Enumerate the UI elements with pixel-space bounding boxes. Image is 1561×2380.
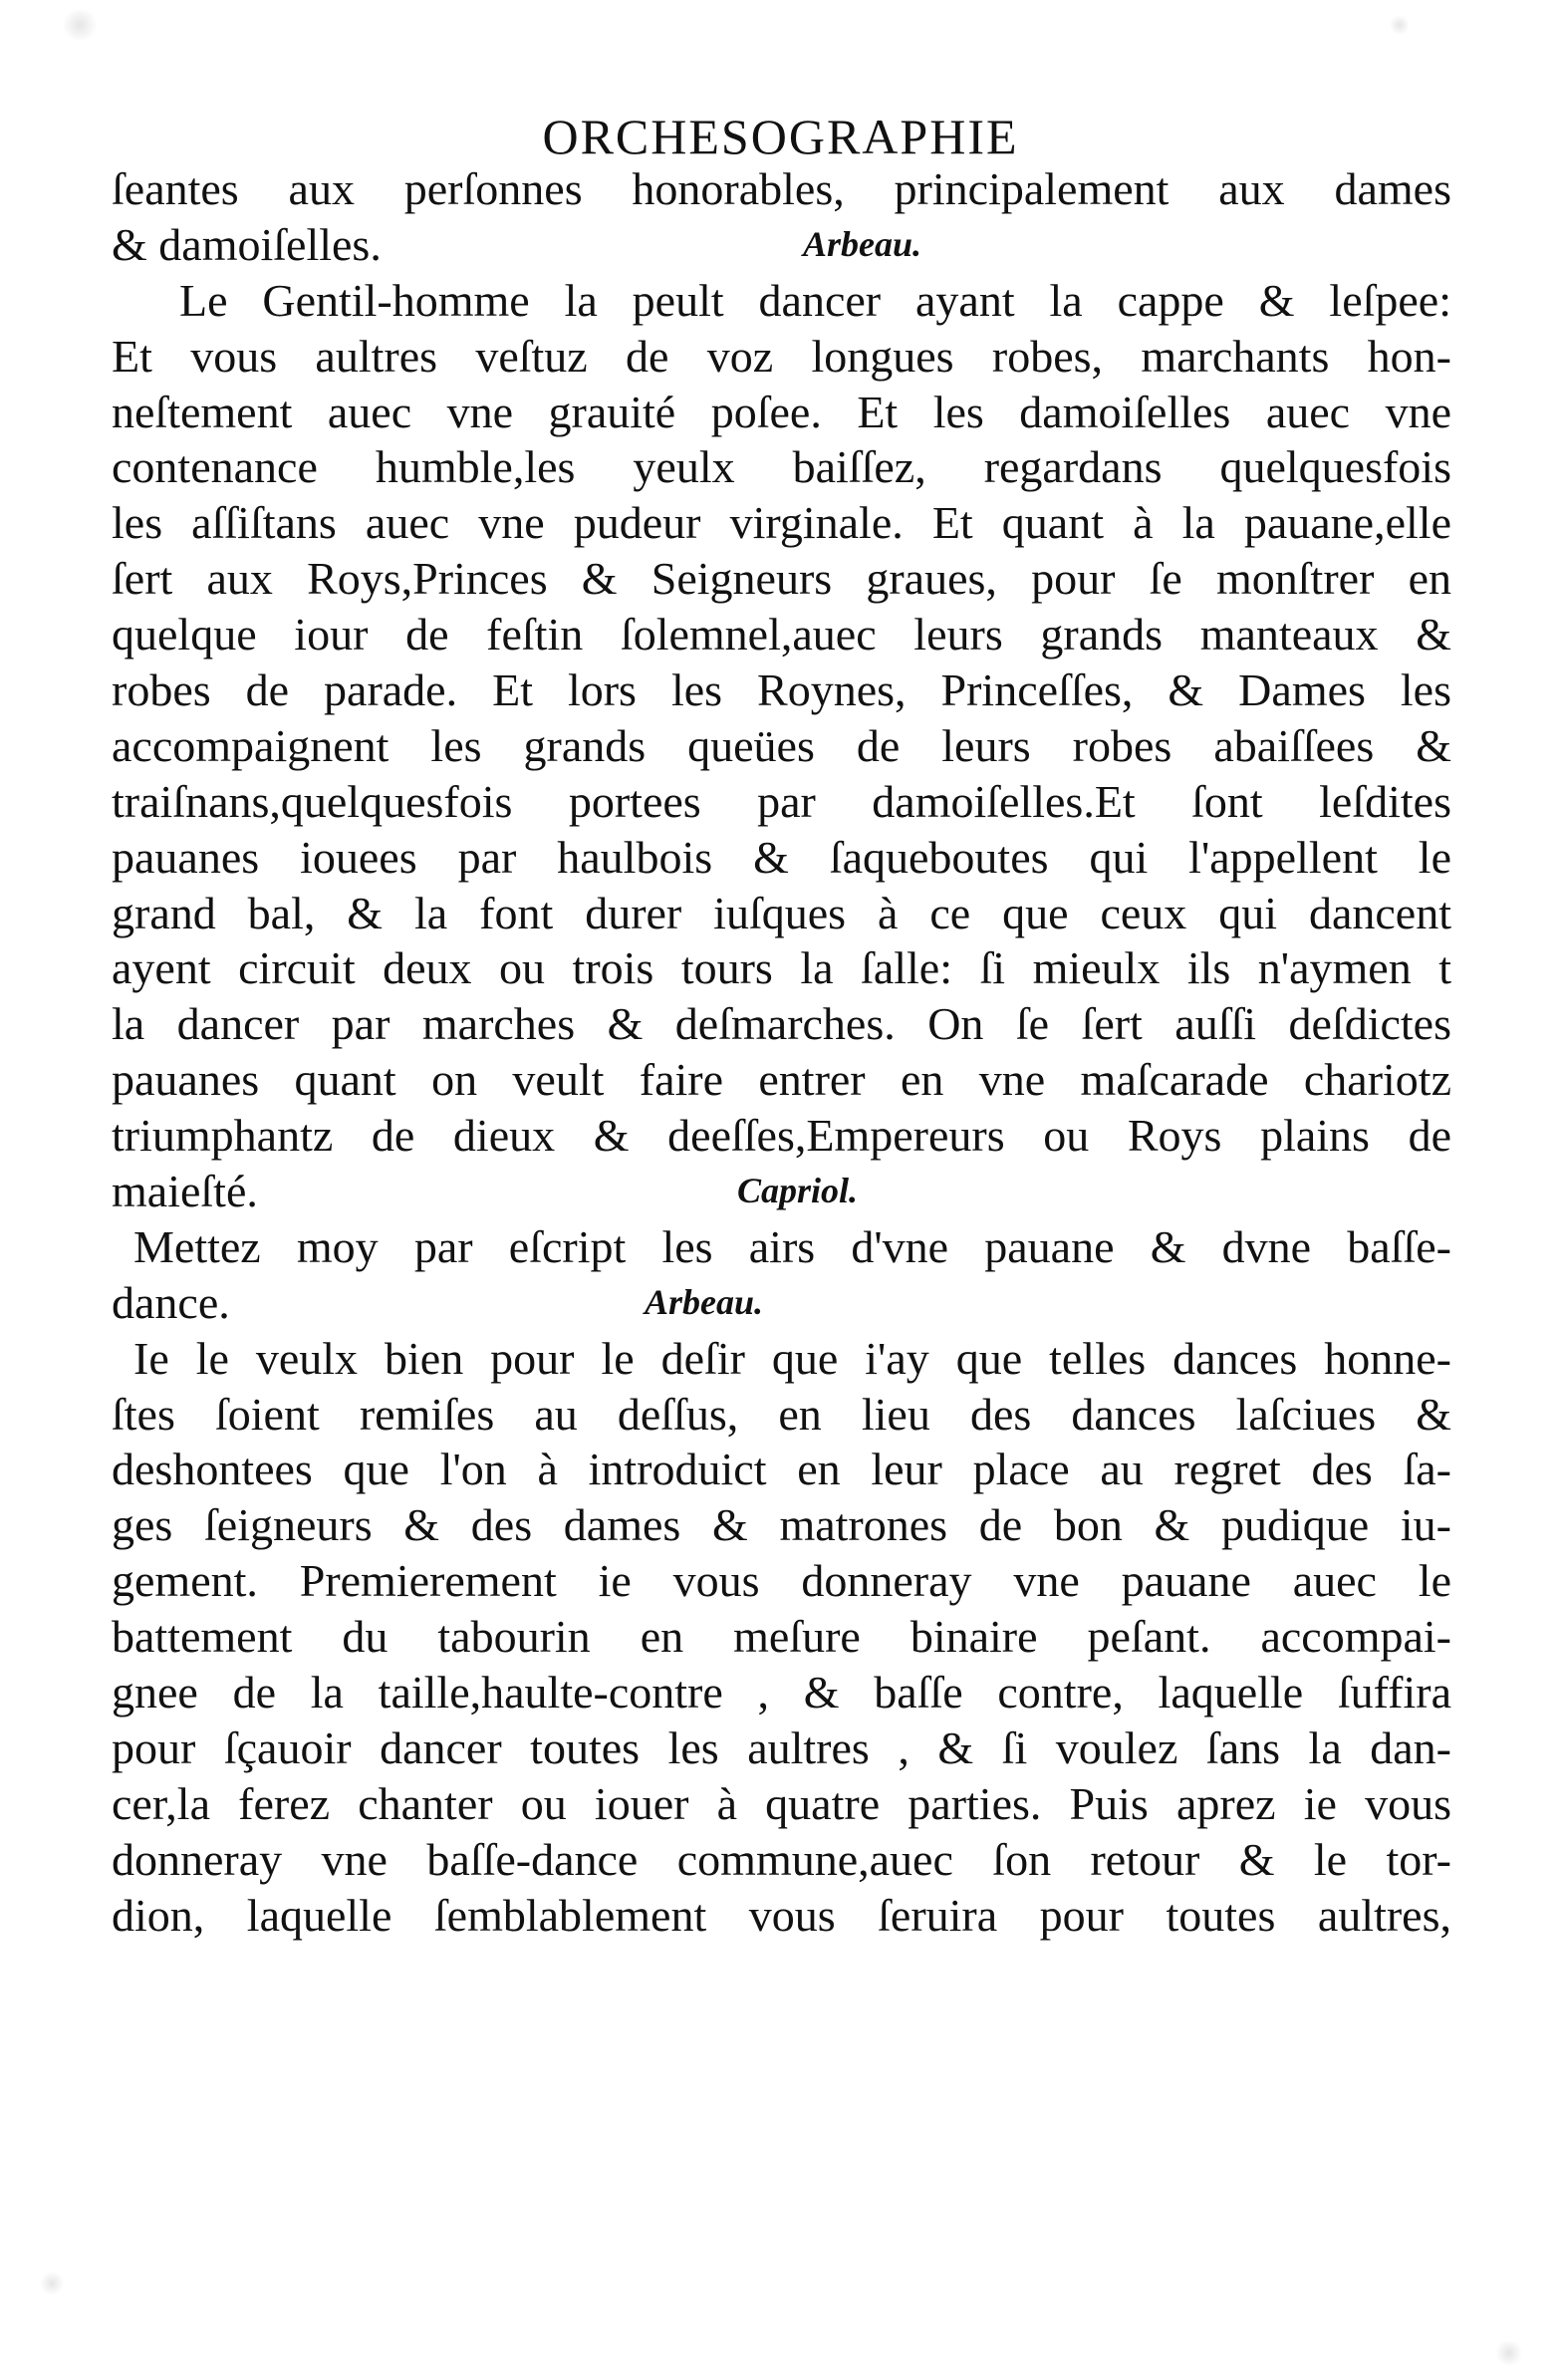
text-line: ges ſeigneurs & des dames & matrones de bon & pudique iu- xyxy=(112,1499,1451,1551)
text-line: ſert aux Roys,Princes & Seigneurs graues, pour ſe monſtrer en xyxy=(112,553,1451,605)
text-line: Ie le veulx bien pour le deſir que i'ay que telles dances honne- xyxy=(133,1332,1451,1384)
text-line: ſeantes aux perſonnes honorables, principalement aux dames xyxy=(112,163,1451,214)
text-line: battement du tabourin en meſure binaire peſant. accompai- xyxy=(112,1611,1451,1663)
running-head: ORCHESOGRAPHIE xyxy=(542,109,1019,164)
text-line: ſtes ſoient remiſes au deſſus, en lieu des dances laſciues & xyxy=(112,1388,1451,1440)
text-line: triumphantz de dieux & deeſſes,Empereurs ou Roys plains de xyxy=(112,1110,1451,1162)
speaker-label-capriol: Capriol. xyxy=(737,1171,859,1211)
text-line: Le Gentil-homme la peult dancer ayant la cappe & leſpee: xyxy=(179,274,1451,326)
speaker-label-arbeau: Arbeau. xyxy=(803,223,922,264)
speaker-label-arbeau: Arbeau. xyxy=(645,1281,764,1322)
text-line: grand bal, & la font durer iuſques à ce que ceux qui dancent xyxy=(112,887,1451,938)
paper-stain xyxy=(40,2271,64,2295)
text-line: deshontees que l'on à introduict en leur place au regret des ſa- xyxy=(112,1444,1451,1495)
text-line: traiſnans,quelquesfois portees par damoiſelles.Et ſont leſdites xyxy=(112,775,1451,827)
text-line: pauanes quant on veult faire entrer en vne maſcarade chariotz xyxy=(112,1054,1451,1106)
text-line: les aſſiſtans auec vne pudeur virginale. Et quant à la pauane,elle xyxy=(112,497,1451,549)
text-line: dion, laquelle ſemblablement vous ſeruira pour toutes aultres, xyxy=(112,1889,1451,1941)
text-line: pour ſçauoir dancer toutes les aultres , & ſi voulez ſans la dan- xyxy=(112,1721,1451,1773)
text-line-end: maieſté. xyxy=(112,1166,258,1217)
paper-stain xyxy=(1390,15,1410,35)
text-line-with-speaker xyxy=(112,1164,1451,1219)
text-line: gement. Premierement ie vous donneray vne pauane auec le xyxy=(112,1555,1451,1607)
text-line-end: dance. xyxy=(112,1276,230,1328)
text-line: la dancer par marches & deſmarches. On ſe ſert auſſi deſdictes xyxy=(112,998,1451,1050)
text-line: cer,la ferez chanter ou iouer à quatre parties. Puis aprez ie vous xyxy=(112,1777,1451,1829)
text-line: gnee de la taille,haulte-contre , & baſſe contre, laquelle ſuffira xyxy=(112,1667,1451,1719)
text-line: contenance humble,les yeulx baiſſez, regardans quelquesfois xyxy=(112,441,1451,493)
text-line-with-speaker xyxy=(112,1275,1451,1331)
text-line: accompaignent les grands queües de leurs robes abaiſſees & xyxy=(112,719,1451,771)
text-line: Mettez moy par eſcript les airs d'vne pauane & dvne baſſe- xyxy=(133,1220,1451,1272)
body-text xyxy=(112,161,1451,1944)
text-line: robes de parade. Et lors les Roynes, Princeſſes, & Dames les xyxy=(112,664,1451,716)
text-line: neſtement auec vne grauité poſee. Et les damoiſelles auec vne xyxy=(112,386,1451,437)
text-line: donneray vne baſſe-dance commune,auec ſon retour & le tor- xyxy=(112,1833,1451,1885)
text-line: pauanes iouees par haulbois & ſaqueboutes qui l'appellent le xyxy=(112,831,1451,883)
paper-stain xyxy=(1494,2341,1524,2365)
text-line: Et vous aultres veſtuz de voz longues robes, marchants hon- xyxy=(112,330,1451,382)
text-line: ayent circuit deux ou trois tours la ſalle: ſi mieulx ils n'aymen t xyxy=(112,942,1451,994)
text-line-end: & damoiſelles. xyxy=(112,218,382,270)
paper-stain xyxy=(60,10,100,40)
text-line: quelque iour de feſtin ſolemnel,auec leurs grands manteaux & xyxy=(112,609,1451,661)
text-line-with-speaker xyxy=(112,217,1451,273)
